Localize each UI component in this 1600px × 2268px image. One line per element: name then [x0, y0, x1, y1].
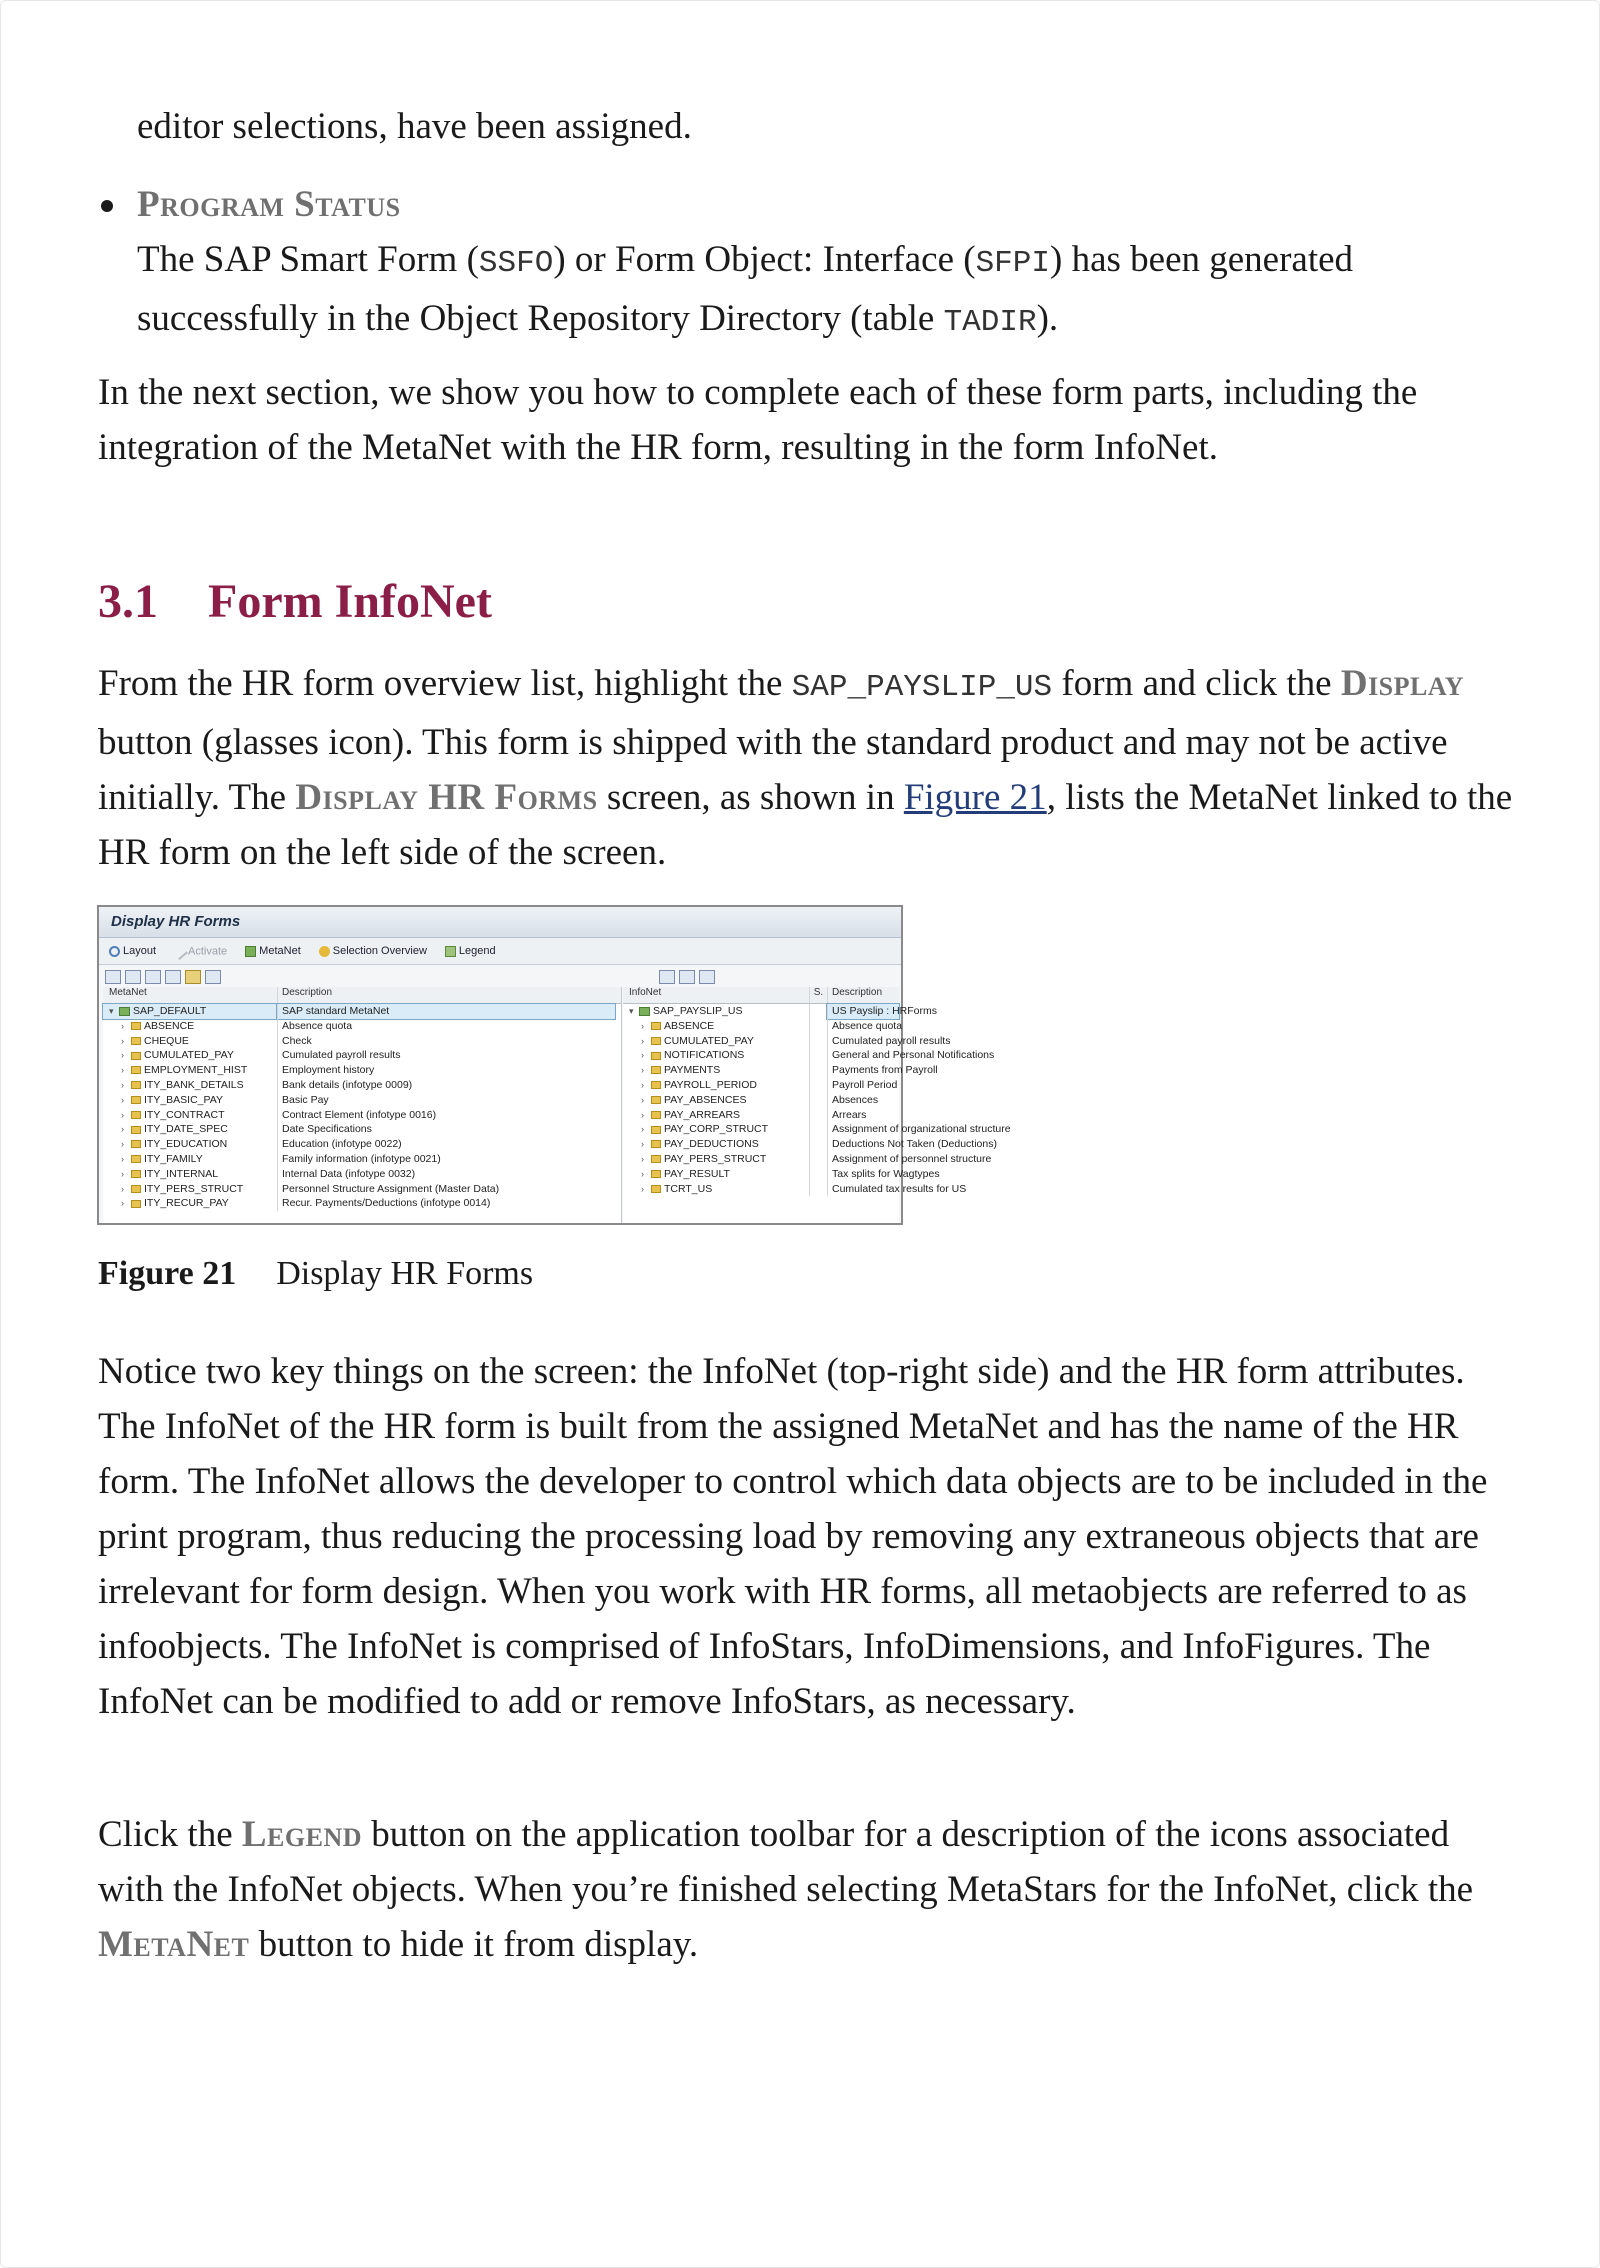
folder-icon: [131, 1081, 141, 1089]
metanet-column-header: MetaNet: [109, 987, 147, 998]
infonet-s-cell: [809, 1122, 827, 1137]
folder-icon: [651, 1037, 661, 1045]
bullet-text-1: The SAP Smart Form (: [137, 239, 479, 280]
infonet-node-desc: General and Personal Notifications: [827, 1048, 899, 1063]
metanet-name-cell: [103, 1034, 277, 1049]
legend-button-ref: Legend: [241, 1814, 363, 1855]
metanet-tree-row[interactable]: [103, 1063, 621, 1078]
metanet-name-cell: [103, 1048, 277, 1063]
metanet-node-name: ITY_FAMILY: [144, 1152, 203, 1165]
columns-icon[interactable]: [165, 970, 181, 984]
selection-overview-label: Selection Overview: [332, 945, 427, 957]
folder-icon: [651, 1111, 661, 1119]
filter-icon[interactable]: [145, 970, 161, 984]
legend-icon: [445, 946, 456, 957]
expand-arrow-icon[interactable]: ›: [641, 1020, 644, 1031]
metanet-header: [103, 987, 621, 1004]
expand-arrow-icon[interactable]: ›: [641, 1094, 644, 1105]
metanet-node-desc: Education (infotype 0022): [277, 1137, 615, 1152]
figure-toolbar: [99, 938, 901, 965]
expand-arrow-icon[interactable]: ›: [121, 1079, 124, 1090]
caption-label: Figure 21: [98, 1255, 237, 1292]
infonet-node-desc: Assignment of personnel structure: [827, 1152, 899, 1167]
metanet-tree-row[interactable]: [103, 1122, 621, 1137]
infonet-s-header: S.: [809, 987, 827, 1003]
display-button-ref: Display: [1340, 663, 1465, 704]
infonet-tree-row[interactable]: [623, 1108, 899, 1123]
metanet-panel: [103, 987, 622, 1223]
selection-overview-button[interactable]: [319, 945, 427, 957]
selection-icon: [319, 946, 330, 957]
infonet-node-desc: Assignment of organizational structure: [827, 1122, 899, 1137]
folder-icon: [131, 1140, 141, 1148]
infonet-name-cell: [623, 1137, 809, 1152]
expand-arrow-icon[interactable]: ›: [121, 1109, 124, 1120]
bullet-item: [137, 177, 1537, 350]
infonet-s-cell: [809, 1078, 827, 1093]
infonet-header: [623, 987, 899, 1004]
metanet-node-name: ITY_BASIC_PAY: [144, 1093, 223, 1106]
code-sfpi: SFPI: [975, 246, 1050, 281]
folder-icon: [651, 1155, 661, 1163]
code-sap-payslip-us: SAP_PAYSLIP_US: [791, 670, 1053, 705]
expand-arrow-icon[interactable]: ›: [121, 1094, 124, 1105]
infonet-root-s: [809, 1004, 827, 1019]
metanet-name-cell: [103, 1108, 277, 1123]
paragraph-legend: [98, 1807, 1518, 1972]
expand-arrow-icon[interactable]: ›: [641, 1035, 644, 1046]
activate-label: Activate: [188, 944, 228, 957]
infonet-name-cell: [623, 1122, 809, 1137]
infonet-s-cell: [809, 1063, 827, 1078]
expand-arrow-icon[interactable]: ›: [641, 1050, 644, 1061]
section-title: Form InfoNet: [208, 575, 492, 628]
expand-arrow-icon[interactable]: ›: [641, 1109, 644, 1120]
infonet-node-name: NOTIFICATIONS: [664, 1049, 745, 1062]
expand-arrow-icon[interactable]: ›: [121, 1020, 124, 1031]
legend-button[interactable]: [445, 945, 496, 957]
metanet-name-cell: [103, 1167, 277, 1182]
layout-button[interactable]: [109, 945, 156, 957]
paragraph-next-section: In the next section, we show you how to complete each of these form parts, including the integration of the MetaNet with the HR form, resulting in the form InfoNet.: [98, 372, 1418, 468]
infonet-node-desc: Payments from Payroll: [827, 1063, 899, 1078]
expand-arrow-icon[interactable]: ›: [641, 1183, 644, 1194]
metanet-tree-row[interactable]: [103, 1048, 621, 1063]
metanet-name-cell: [103, 1019, 277, 1034]
bullet-text-3: ) has been generated successfully in the Object Repository Directory (table: [137, 239, 1354, 339]
metanet-tree-row[interactable]: [103, 1167, 621, 1182]
infonet-panel: [623, 987, 1011, 1223]
paragraph-infonet: Notice two key things on the screen: the InfoNet (top-right side) and the HR form attributes. The InfoNet of the HR form is built from the assigned MetaNet and has the name of the HR form. The InfoNet allows the developer to control which data objects are to be included in the print program, thus reducing the processing load by removing any extraneous objects that are irrelevant for form design. When you work with HR forms, all metaobjects are referred to as infoobjects. The InfoNet is comprised of InfoStars, InfoDimensions, and InfoFigures. The InfoNet can be modified to add or remove InfoStars, as necessary.: [98, 1351, 1488, 1722]
activate-icon: [171, 942, 188, 959]
infonet-tree-row[interactable]: [623, 1122, 1011, 1137]
expand-arrow-icon[interactable]: ›: [641, 1124, 644, 1135]
infonet-tree-row[interactable]: [623, 1137, 997, 1152]
metanet-node-desc: Recur. Payments/Deductions (infotype 0014): [277, 1196, 615, 1211]
para4-text-3: button to hide it from display.: [249, 1924, 699, 1965]
infonet-tree-row[interactable]: [623, 1093, 899, 1108]
para2-text-2: form and click the: [1052, 663, 1341, 704]
metanet-node-desc: Contract Element (infotype 0016): [277, 1108, 615, 1123]
caption-text: Display HR Forms: [276, 1255, 534, 1292]
metanet-node-desc: Employment history: [277, 1063, 615, 1078]
metanet-node-name: ITY_DATE_SPEC: [144, 1123, 228, 1136]
infonet-s-cell: [809, 1167, 827, 1182]
infonet-root-desc: US Payslip : HRForms: [827, 1004, 899, 1019]
expand-arrow-icon[interactable]: ›: [121, 1198, 124, 1209]
infonet-s-cell: [809, 1108, 827, 1123]
metanet-node-desc: Date Specifications: [277, 1122, 615, 1137]
right-expand-icon[interactable]: [659, 970, 675, 984]
metanet-tree-row[interactable]: [103, 1019, 621, 1034]
infonet-node-name: ABSENCE: [664, 1019, 715, 1032]
bullet-text-2: ) or Form Object: Interface (: [553, 239, 976, 280]
metanet-node-desc: Basic Pay: [277, 1093, 615, 1108]
folder-icon: [131, 1066, 141, 1074]
infonet-tree-row[interactable]: [623, 1167, 940, 1182]
folder-icon: [651, 1066, 661, 1074]
infonet-name-cell: [623, 1152, 809, 1167]
metanet-root-desc: SAP standard MetaNet: [277, 1004, 615, 1019]
figure-caption: [98, 1249, 533, 1299]
folder-icon: [651, 1096, 661, 1104]
folder-icon: [651, 1022, 661, 1030]
expand-arrow-icon: ▾: [629, 1006, 634, 1016]
infonet-node-name: PAY_ARREARS: [664, 1108, 741, 1121]
metanet-node-name: ITY_EDUCATION: [144, 1138, 228, 1151]
metanet-node-name: ITY_CONTRACT: [144, 1108, 225, 1121]
grid-icon[interactable]: [205, 970, 221, 984]
expand-arrow-icon[interactable]: ›: [121, 1153, 124, 1164]
folder-icon: [131, 1155, 141, 1163]
metanet-name-cell: [103, 1137, 277, 1152]
infonet-node-desc: Absences: [827, 1093, 899, 1108]
infonet-node-name: PAY_DEDUCTIONS: [664, 1138, 759, 1151]
infonet-node-name: TCRT_US: [664, 1182, 713, 1195]
folder-icon: [131, 1200, 141, 1208]
figure-21-screenshot: [97, 905, 1011, 1225]
folder-icon: [651, 1081, 661, 1089]
infonet-tree-row[interactable]: [623, 1048, 995, 1063]
infonet-node-desc: Tax splits for Wagtypes: [827, 1167, 899, 1182]
metanet-node-name: ITY_INTERNAL: [144, 1167, 219, 1180]
expand-arrow-icon[interactable]: ›: [641, 1079, 644, 1090]
code-tadir: TADIR: [943, 305, 1037, 340]
layout-icon: [109, 946, 120, 957]
metanet-tree-row[interactable]: [103, 1152, 621, 1167]
infonet-node-desc: Payroll Period: [827, 1078, 899, 1093]
metanet-node-name: EMPLOYMENT_HIST: [144, 1064, 248, 1077]
infonet-node-name: PAY_ABSENCES: [664, 1093, 747, 1106]
metanet-tree-row[interactable]: [103, 1108, 621, 1123]
folder-icon: [651, 1052, 661, 1060]
infonet-node-desc: Cumulated tax results for US: [827, 1182, 899, 1197]
metanet-tree-row[interactable]: [103, 1093, 621, 1108]
infonet-description-header: Description: [827, 987, 899, 1003]
infonet-name-cell: [623, 1034, 809, 1049]
infonet-s-cell: [809, 1019, 827, 1034]
intro-text: [137, 99, 1537, 154]
folder-icon: [131, 1170, 141, 1178]
metanet-label: MetaNet: [259, 945, 301, 957]
bullet-icon: [101, 200, 113, 212]
infonet-s-cell: [809, 1034, 827, 1049]
metanet-name-cell: [103, 1078, 277, 1093]
expand-arrow-icon[interactable]: ›: [121, 1050, 124, 1061]
infonet-s-cell: [809, 1182, 827, 1197]
metanet-root-name: SAP_DEFAULT: [133, 1005, 207, 1017]
metanet-name-cell: [103, 1093, 277, 1108]
folder-icon: [651, 1170, 661, 1178]
infonet-name-cell: [623, 1167, 809, 1182]
metanet-node-name: ITY_PERS_STRUCT: [144, 1182, 244, 1195]
infonet-s-cell: [809, 1137, 827, 1152]
infonet-tree-row[interactable]: [623, 1034, 951, 1049]
para4-text-1: Click the: [98, 1814, 242, 1855]
expand-arrow-icon[interactable]: ›: [641, 1139, 644, 1150]
metanet-tree-row[interactable]: [103, 1182, 621, 1197]
folder-icon: [131, 1096, 141, 1104]
folder-icon: [131, 1037, 141, 1045]
metanet-tree-row[interactable]: [103, 1137, 621, 1152]
expand-arrow-icon[interactable]: ›: [641, 1065, 644, 1076]
legend-label: Legend: [458, 945, 496, 957]
infonet-node-name: CUMULATED_PAY: [664, 1034, 754, 1047]
folder-icon: [651, 1126, 661, 1134]
metanet-tree-row[interactable]: [103, 1196, 621, 1211]
bullet-heading: Program Status: [137, 184, 401, 225]
metanet-name-cell: [103, 1182, 277, 1197]
infonet-node-desc: Absence quota: [827, 1019, 899, 1034]
figure-window-title: Display HR Forms: [99, 907, 901, 938]
expand-arrow-icon[interactable]: ›: [121, 1065, 124, 1076]
figure-mini-toolbar: [99, 965, 901, 989]
folder-icon: [131, 1111, 141, 1119]
code-ssfo: SSFO: [478, 246, 554, 281]
metanet-name-cell: [103, 1063, 277, 1078]
metanet-root-icon: [119, 1007, 130, 1016]
infonet-tree-row[interactable]: [623, 1019, 903, 1034]
infonet-node-desc: Arrears: [827, 1108, 899, 1123]
right-collapse-icon[interactable]: [679, 970, 695, 984]
para2-text-1: From the HR form overview list, highlight the: [98, 663, 792, 704]
metanet-tree-row[interactable]: [103, 1034, 621, 1049]
para2-text-5: , lists the MetaNet linked to the HR form on the left side of the screen.: [98, 777, 1513, 873]
para2-text-3: button (glasses icon). This form is shipped with the standard product and may not be active initially. The: [98, 722, 1448, 818]
expand-icon[interactable]: [105, 970, 121, 984]
infonet-tree-row[interactable]: [623, 1063, 938, 1078]
expand-arrow-icon[interactable]: ›: [121, 1124, 124, 1135]
metanet-node-name: CHEQUE: [144, 1034, 189, 1047]
infonet-name-cell: [623, 1182, 809, 1197]
metanet-name-cell: [103, 1122, 277, 1137]
infonet-column-header: InfoNet: [629, 987, 662, 998]
infonet-s-cell: [809, 1048, 827, 1063]
expand-arrow-icon[interactable]: ›: [121, 1168, 124, 1179]
metanet-icon: [245, 946, 256, 957]
para4-text-2: button on the application toolbar for a description of the icons associated with the InfoNet objects. When you’re finished selecting MetaStars for the InfoNet, click the: [98, 1814, 1474, 1910]
right-filter-icon[interactable]: [699, 970, 715, 984]
infonet-name-cell: [623, 1048, 809, 1063]
folder-icon: [651, 1185, 661, 1193]
infonet-rows: [623, 1019, 1011, 1197]
folder-icon: [131, 1185, 141, 1193]
bullet-text: [137, 232, 1537, 350]
folder-icon: [651, 1140, 661, 1148]
infonet-name-cell: [623, 1063, 809, 1078]
infonet-root-icon: [639, 1007, 650, 1016]
para2-text-4: screen, as shown in: [597, 777, 904, 818]
expand-arrow-icon: ▾: [109, 1006, 114, 1016]
metanet-node-desc: Absence quota: [277, 1019, 615, 1034]
metanet-node-desc: Cumulated payroll results: [277, 1048, 615, 1063]
expand-arrow-icon[interactable]: ›: [121, 1183, 124, 1194]
folder-icon[interactable]: [185, 970, 201, 984]
activate-button[interactable]: [174, 945, 227, 958]
metanet-button[interactable]: [245, 945, 301, 957]
collapse-icon[interactable]: [125, 970, 141, 984]
layout-label: Layout: [123, 945, 157, 957]
expand-arrow-icon[interactable]: ›: [641, 1168, 644, 1179]
metanet-description-header: Description: [277, 987, 615, 1003]
metanet-node-desc: Internal Data (infotype 0032): [277, 1167, 615, 1182]
section-number: 3.1: [98, 575, 158, 628]
infonet-root-cell: [623, 1004, 809, 1019]
intro-text-content: editor selections, have been assigned.: [137, 106, 692, 147]
infonet-node-name: PAY_PERS_STRUCT: [664, 1152, 767, 1165]
expand-arrow-icon[interactable]: ›: [121, 1139, 124, 1150]
infonet-node-name: PAY_CORP_STRUCT: [664, 1123, 769, 1136]
folder-icon: [131, 1052, 141, 1060]
infonet-name-cell: [623, 1093, 809, 1108]
metanet-node-name: ABSENCE: [144, 1019, 195, 1032]
infonet-node-desc: Cumulated payroll results: [827, 1034, 899, 1049]
infonet-s-cell: [809, 1093, 827, 1108]
metanet-root-cell: [103, 1004, 277, 1019]
infonet-s-cell: [809, 1152, 827, 1167]
figure-21-link[interactable]: Figure 21: [903, 777, 1047, 818]
expand-arrow-icon[interactable]: ›: [121, 1035, 124, 1046]
infonet-tree-row[interactable]: [623, 1182, 967, 1197]
infonet-name-cell: [623, 1108, 809, 1123]
metanet-name-cell: [103, 1196, 277, 1211]
folder-icon: [131, 1022, 141, 1030]
metanet-name-cell: [103, 1152, 277, 1167]
section-heading: [98, 567, 492, 637]
metanet-button-ref: MetaNet: [98, 1924, 250, 1965]
metanet-node-desc: Personnel Structure Assignment (Master Data): [277, 1182, 615, 1197]
infonet-node-name: PAY_RESULT: [664, 1167, 730, 1180]
infonet-tree-row[interactable]: [623, 1152, 992, 1167]
infonet-node-name: PAYMENTS: [664, 1064, 721, 1077]
infonet-node-name: PAYROLL_PERIOD: [664, 1078, 757, 1091]
expand-arrow-icon[interactable]: ›: [641, 1153, 644, 1164]
infonet-name-cell: [623, 1078, 809, 1093]
folder-icon: [131, 1126, 141, 1134]
metanet-node-desc: Bank details (infotype 0009): [277, 1078, 615, 1093]
metanet-node-desc: Family information (infotype 0021): [277, 1152, 615, 1167]
metanet-node-desc: Check: [277, 1034, 615, 1049]
metanet-tree-row[interactable]: [103, 1078, 621, 1093]
infonet-name-cell: [623, 1019, 809, 1034]
infonet-root-name: SAP_PAYSLIP_US: [653, 1005, 743, 1017]
bullet-text-4: ).: [1036, 298, 1059, 339]
infonet-tree-row[interactable]: [623, 1078, 899, 1093]
metanet-rows: [103, 1019, 621, 1211]
paragraph-display: [98, 656, 1518, 880]
infonet-node-desc: Deductions Not Taken (Deductions): [827, 1137, 899, 1152]
metanet-node-name: CUMULATED_PAY: [144, 1049, 234, 1062]
metanet-root-row[interactable]: [103, 1004, 621, 1019]
metanet-node-name: ITY_RECUR_PAY: [144, 1197, 229, 1210]
infonet-root-row[interactable]: [623, 1004, 938, 1019]
metanet-node-name: ITY_BANK_DETAILS: [144, 1078, 244, 1091]
display-hr-forms-ref: Display HR Forms: [295, 777, 598, 818]
